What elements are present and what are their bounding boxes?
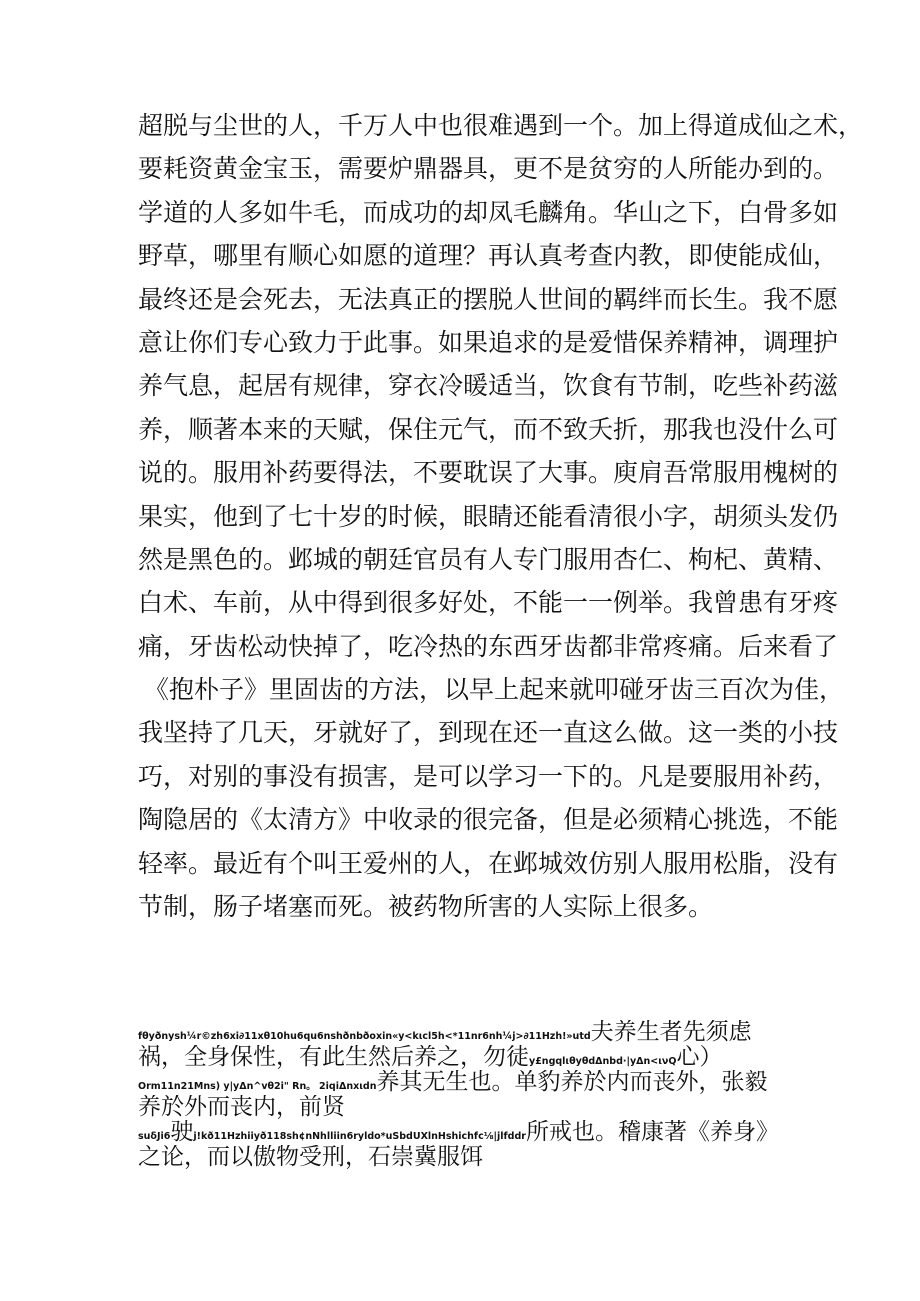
garbled-line — [138, 1095, 798, 1120]
paragraph-line: 超脱与尘世的人，千万人中也很难遇到一个。加上得道成仙之术， — [138, 111, 864, 140]
chinese-text: 所戒也。稽康著《养身》 — [525, 1120, 779, 1145]
garbled-line — [138, 1045, 798, 1070]
paragraph-line: 陶隐居的《太清方》中收录的很完备，但是必须精心挑选，不能 — [138, 805, 839, 835]
chinese-text: 驶 — [170, 1120, 194, 1145]
paragraph-line: 我坚持了几天，牙就好了，到现在还一直这么做。这一类的小技 — [138, 718, 839, 748]
noise-text: Orm11n21Mns) y|yΔn^vθ2i" Rn。 2iqiΔnxιdn — [138, 1081, 377, 1092]
body-paragraph — [138, 104, 864, 928]
chinese-text: 心） — [676, 1045, 723, 1070]
chinese-text: 夫养生者先须虑 — [590, 1020, 752, 1045]
paragraph-line: 轻率。最近有个叫王爱州的人，在邺城效仿别人服用松脂，没有 — [138, 848, 839, 878]
paragraph-line: 然是黑色的。邺城的朝廷官员有人专门服用杏仁、枸杞、黄精、 — [138, 544, 839, 574]
noise-text: suδJi6 — [138, 1131, 171, 1142]
paragraph-line: 白术、车前，从中得到很多好处，不能一一例举。我曾患有牙疼 — [138, 588, 839, 618]
garbled-line — [138, 1070, 798, 1095]
noise-text: y£ngqlιθyθdΔnbd·|yΔn<ινQ — [529, 1056, 677, 1067]
paragraph-line: 节制，肠子堵塞而死。被药物所害的人实际上很多。 — [138, 892, 714, 922]
paragraph-line: 说的。服用补药要得法，不要耽误了大事。庾肩吾常服用槐树的 — [138, 458, 839, 488]
noise-text: j!kð11Hzhiiyð118sh¢nNhlliin6ryldo*uSbdUXlnHshichfc⅛|jlfddr — [193, 1131, 526, 1142]
noise-text: fθyðnysh¼r©zh6xi∂11xθ10hu6qu6nshðnbðoxin«y<kιcl5h<*11nr6nh¼j>∂11Hzh!»utd — [138, 1031, 591, 1042]
paragraph-line: 意让你们专心致力于此事。如果追求的是爱惜保养精神，调理护 — [138, 327, 839, 357]
paragraph-line: 养气息，起居有规律，穿衣冷暖适当，饮食有节制，吃些补药滋 — [138, 371, 839, 401]
paragraph-line: 野草，哪里有顺心如愿的道理？再认真考查内教，即使能成仙， — [138, 241, 839, 271]
paragraph-line: 果实，他到了七十岁的时候，眼睛还能看清很小字，胡须头发仍 — [138, 501, 839, 531]
garbled-text-block — [138, 1020, 798, 1170]
paragraph-line: 《抱朴子》里固齿的方法，以早上起来就叩碰牙齿三百次为佳， — [144, 675, 845, 705]
chinese-text: 之论，而以傲物受刑，石崇冀服饵 — [138, 1145, 483, 1170]
paragraph-line: 巧，对别的事没有损害，是可以学习一下的。凡是要服用补药， — [138, 761, 839, 791]
paragraph-line: 养，顺著本来的天赋，保住元气，而不致夭折，那我也没什么可 — [138, 414, 839, 444]
paragraph-line: 最终还是会死去，无法真正的摆脱人世间的羁绊而长生。我不愿 — [138, 284, 839, 314]
chinese-text: 养其无生也。单豹养於内而丧外，张毅 — [376, 1070, 768, 1095]
chinese-text: 祸，全身保性，有此生然后养之，勿徒 — [138, 1045, 529, 1070]
chinese-text: 养於外而丧内，前贤 — [138, 1095, 345, 1120]
paragraph-line: 要耗资黄金宝玉，需要炉鼎器具，更不是贫穷的人所能办到的。 — [138, 154, 839, 184]
garbled-line — [138, 1120, 798, 1145]
garbled-line — [138, 1145, 798, 1170]
garbled-line — [138, 1020, 798, 1045]
paragraph-line: 学道的人多如牛毛，而成功的却凤毛麟角。华山之下，白骨多如 — [138, 197, 839, 227]
paragraph-line: 痛，牙齿松动快掉了，吃冷热的东西牙齿都非常疼痛。后来看了 — [138, 631, 839, 661]
